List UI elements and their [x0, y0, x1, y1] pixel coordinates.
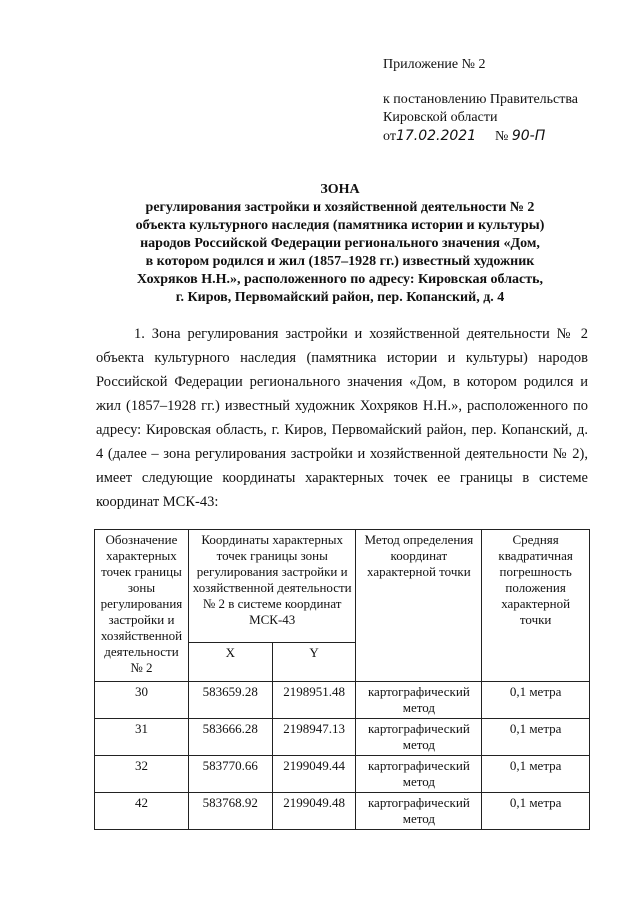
table-header-row — [95, 530, 590, 643]
cell-y: 2198947.13 — [272, 719, 356, 756]
cell-x: 583768.92 — [188, 793, 272, 830]
cell-point: 31 — [95, 719, 189, 756]
title-line: объекта культурного наследия (памятника истории и культуры) — [135, 218, 545, 233]
title-line: г. Киров, Первомайский район, пер. Копанский, д. 4 — [175, 290, 505, 305]
date-prefix: от — [383, 129, 396, 144]
header-coordinates: Координаты характерных точек границы зоны регулирования застройки и хозяйственной деятельности № 2 в системе координат МСК-43 — [188, 530, 356, 643]
number-prefix: № — [495, 129, 509, 144]
document-title — [60, 181, 620, 307]
region-label: Кировской области — [383, 110, 498, 125]
title-heading: ЗОНА — [320, 182, 360, 197]
number-group — [495, 127, 545, 146]
cell-method: картографический метод — [356, 719, 482, 756]
cell-method: картографический метод — [356, 682, 482, 719]
cell-y: 2198951.48 — [272, 682, 356, 719]
header-error: Средняя квадратичная погрешность положения характерной точки — [482, 530, 590, 682]
cell-y: 2199049.44 — [272, 756, 356, 793]
table-row — [95, 719, 590, 756]
cell-x: 583659.28 — [188, 682, 272, 719]
cell-point: 32 — [95, 756, 189, 793]
body-paragraph: 1. Зона регулирования застройки и хозяйственной деятельности № 2 объекта культурного наследия (памятника истории и культуры) народов Российской Федерации регионального значения «Дом, в котором родился и жил (1857–1928 гг.) известный художник Хохряков Н.Н.», расположенного по адресу: Кировская область, г. Киров, Первомайский район, пер. Копанский, д. 4 (далее – зона регулирования застройки и хозяйственной деятельности № 2), имеет следующие координаты характерных точек ее границы в системе координат МСК-43: — [96, 326, 588, 510]
title-line: Хохряков Н.Н.», расположенного по адресу: Кировская область, — [136, 272, 544, 287]
cell-error: 0,1 метра — [482, 719, 590, 756]
cell-method: картографический метод — [356, 793, 482, 830]
header-x: X — [188, 643, 272, 682]
appendix-label: Приложение № 2 — [383, 57, 486, 72]
date-number-line — [383, 127, 593, 146]
header-designation: Обозначение характерных точек границы зоны регулирования застройки и хозяйственной деятельности № 2 — [95, 530, 189, 682]
title-line: народов Российской Федерации регионального значения «Дом, — [140, 236, 540, 251]
cell-x: 583770.66 — [188, 756, 272, 793]
table-row — [95, 756, 590, 793]
title-line: в котором родился и жил (1857–1928 гг.) известный художник — [145, 254, 535, 269]
cell-y: 2199049.48 — [272, 793, 356, 830]
resolution-label: к постановлению Правительства — [383, 92, 579, 107]
cell-x: 583666.28 — [188, 719, 272, 756]
coordinates-table — [94, 529, 590, 830]
cell-point: 30 — [95, 682, 189, 719]
cell-method: картографический метод — [356, 756, 482, 793]
title-line: регулирования застройки и хозяйственной деятельности № 2 — [145, 200, 535, 215]
handwritten-number: 90-П — [511, 128, 546, 144]
table-row — [95, 682, 590, 719]
header-y: Y — [272, 643, 356, 682]
cell-error: 0,1 метра — [482, 793, 590, 830]
cell-error: 0,1 метра — [482, 756, 590, 793]
cell-point: 42 — [95, 793, 189, 830]
cell-error: 0,1 метра — [482, 682, 590, 719]
table-row — [95, 793, 590, 830]
header-method: Метод определения координат характерной точки — [356, 530, 482, 682]
handwritten-date: 17.02.2021 — [395, 128, 477, 144]
